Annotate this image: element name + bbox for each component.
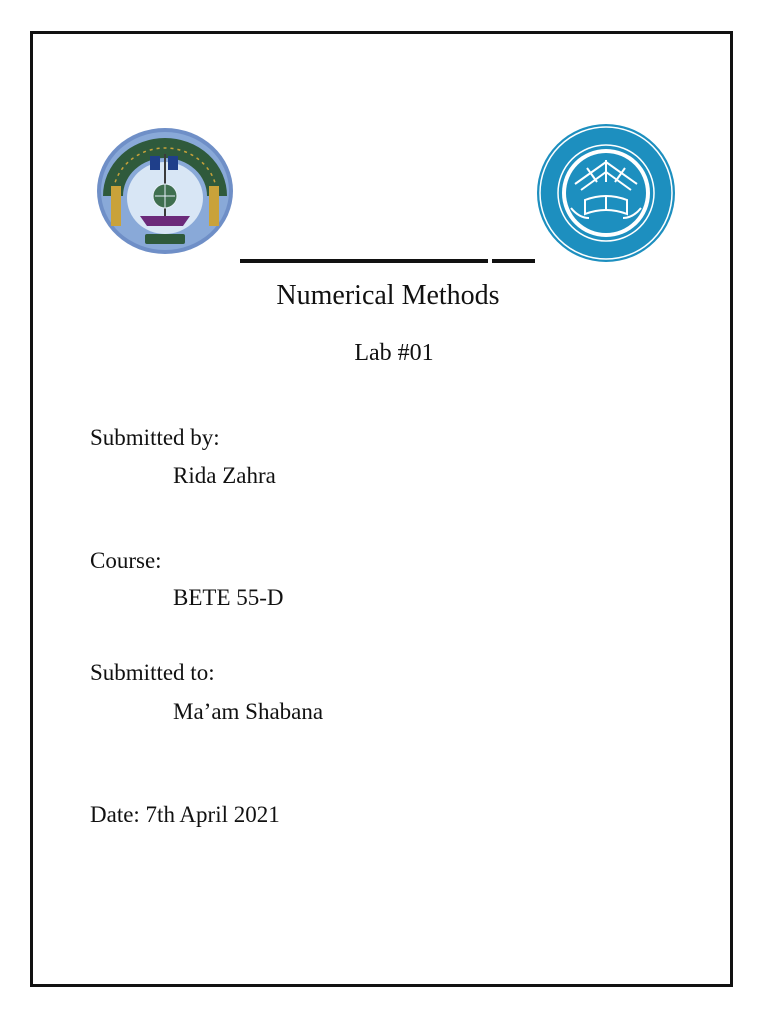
- lab-number: Lab #01: [354, 340, 434, 366]
- submitted-by-label: Submitted by:: [90, 425, 220, 450]
- submitted-by-value: Rida Zahra: [173, 463, 276, 488]
- submission-date: Date: 7th April 2021: [90, 802, 280, 827]
- document-title: Numerical Methods: [276, 280, 500, 311]
- nust-seal-logo: [535, 122, 677, 264]
- submitted-to-value: Ma’am Shabana: [173, 699, 324, 724]
- course-value: BETE 55-D: [173, 585, 284, 610]
- crest-icon: [95, 126, 235, 256]
- college-crest-logo: [95, 126, 235, 256]
- title-underline: [240, 259, 488, 263]
- course-label: Course:: [90, 548, 162, 573]
- title-underline-segment: [492, 259, 535, 263]
- seal-icon: [535, 122, 677, 264]
- submitted-to-label: Submitted to:: [90, 660, 215, 685]
